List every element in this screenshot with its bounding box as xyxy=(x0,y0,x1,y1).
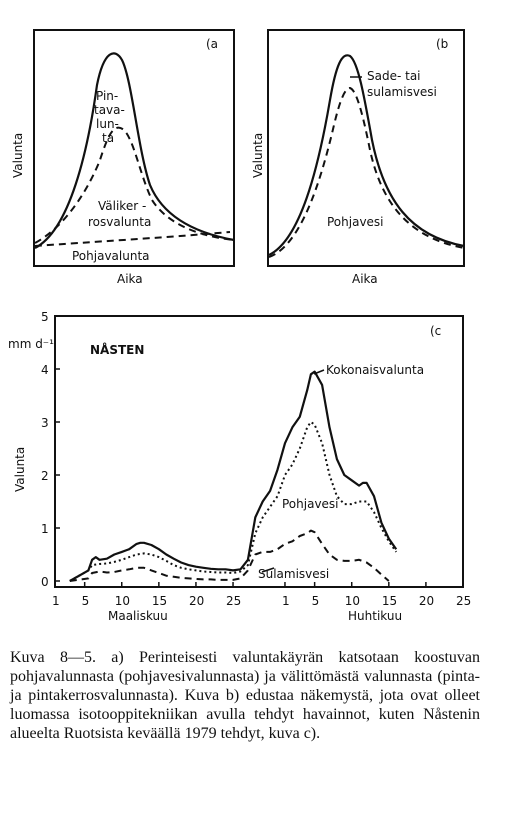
panel-a-label-pinta3: lun- xyxy=(96,117,119,131)
y-tick-label: 4 xyxy=(41,363,49,377)
x-tick-label: 5 xyxy=(81,594,90,608)
panel-c-month-april: Huhtikuu xyxy=(348,609,403,623)
x-tick-label: 1 xyxy=(281,594,290,608)
y-tick-label: 2 xyxy=(41,469,49,483)
panel-a-label-pinta1: Pin- xyxy=(96,89,119,103)
figure-caption: Kuva 8—5. a) Perinteisesti valuntakäyrän katsotaan koostuvan pohjavalunnasta (pohjavesivalunnasta) ja välittömästä valunnasta (pinta-ja pintakerrosvalunnasta). Kuva b) edustaa näkemystä, jota ovat olleet luomassa isotooppitekniikan avulla tehdyt havainnot, kuten Nåstenin alueelta Ruotsista keväällä 1979 tehdyt, kuva c). xyxy=(10,649,480,742)
panel-c-unit: mm d⁻¹ xyxy=(8,337,54,351)
x-tick-label: 1 xyxy=(52,594,60,608)
panel-b xyxy=(251,30,464,286)
panel-c-series xyxy=(70,372,396,581)
panel-a-label-vali1: Väliker - xyxy=(98,199,147,213)
x-tick-label: 20 xyxy=(418,594,435,608)
y-tick-label: 0 xyxy=(41,575,49,589)
panel-a-ylabel: Valunta xyxy=(11,132,25,178)
panel-c-month-march: Maaliskuu xyxy=(108,609,168,623)
panel-b-xlabel: Aika xyxy=(352,272,378,286)
panel-c-title: NÅSTEN xyxy=(90,343,145,357)
x-tick-label: 10 xyxy=(344,594,361,608)
panel-b-label-sulamis: sulamisvesi xyxy=(367,85,437,99)
series-line-pohjavesi xyxy=(70,422,396,581)
panel-b-label-sade: Sade- tai xyxy=(367,69,421,83)
x-tick-label: 15 xyxy=(151,594,168,608)
x-tick-label: 25 xyxy=(456,594,472,608)
panel-a-label-pinta2: tava- xyxy=(94,103,125,117)
y-tick-label: 5 xyxy=(41,310,49,324)
panel-a-xlabel: Aika xyxy=(117,272,143,286)
x-tick-label: 25 xyxy=(226,594,242,608)
panel-c xyxy=(8,310,471,623)
panel-a-label-vali2: rosvalunta xyxy=(88,215,152,229)
panel-a xyxy=(11,30,234,286)
x-tick-label: 15 xyxy=(381,594,398,608)
panel-c-label: (c xyxy=(430,324,442,338)
series-line-kokonaisvalunta xyxy=(70,372,396,581)
x-tick-label: 20 xyxy=(188,594,205,608)
panel-c-x-ticks xyxy=(52,582,471,608)
panel-c-label-sulamis: Sulamisvesi xyxy=(258,567,330,581)
x-tick-label: 5 xyxy=(311,594,320,608)
panel-c-ylabel: Valunta xyxy=(13,446,27,492)
x-tick-label: 10 xyxy=(114,594,131,608)
panel-b-label: (b xyxy=(436,37,449,51)
panel-b-ylabel: Valunta xyxy=(251,132,265,178)
panel-c-y-ticks xyxy=(41,310,60,589)
panel-a-label-pinta4: ta xyxy=(102,131,115,145)
y-tick-label: 1 xyxy=(41,522,49,536)
panel-c-label-pohjavesi: Pohjavesi xyxy=(282,497,339,511)
y-tick-label: 3 xyxy=(41,416,49,430)
panel-c-label-koko: Kokonaisvalunta xyxy=(326,363,425,377)
panel-a-label: (a xyxy=(206,37,219,51)
panel-b-label-pohjavesi: Pohjavesi xyxy=(327,215,384,229)
panel-a-label-pohja: Pohjavalunta xyxy=(72,249,150,263)
